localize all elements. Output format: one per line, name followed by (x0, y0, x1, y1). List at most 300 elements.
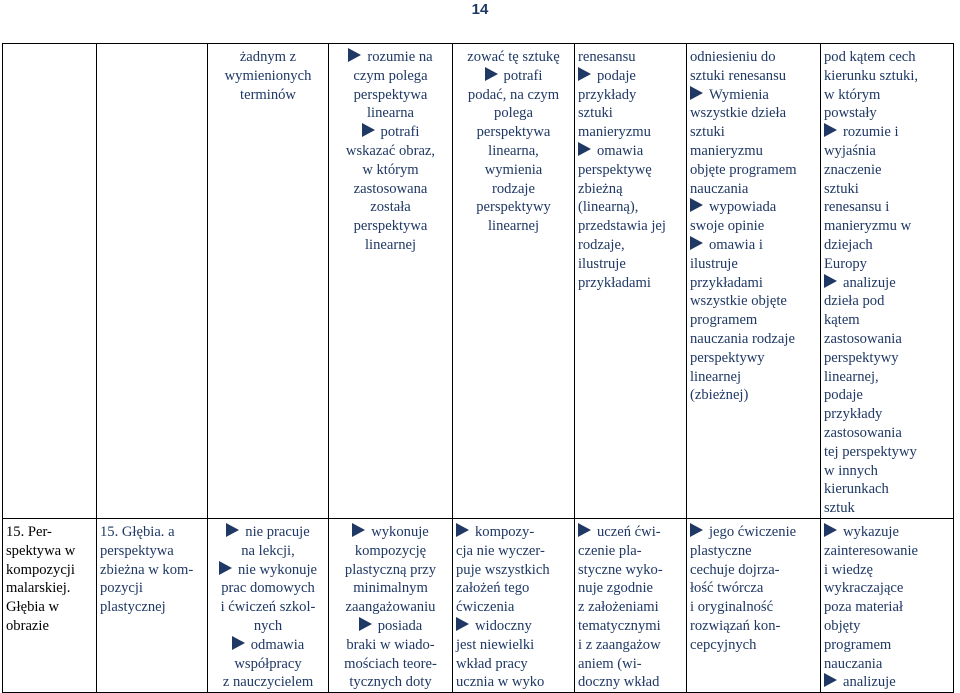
text-line (690, 292, 817, 311)
cell-topic-top (3, 44, 97, 519)
text-line (690, 636, 817, 655)
text-line (578, 579, 683, 598)
triangle-bullet-icon (226, 523, 239, 537)
bullet-item (578, 142, 683, 161)
triangle-bullet-icon (456, 617, 469, 631)
line-text: manieryzmu (578, 124, 651, 141)
triangle-bullet-icon (690, 236, 703, 250)
cell-grade-sufficient-bottom (329, 518, 453, 692)
triangle-bullet-icon (824, 274, 837, 288)
line-text: tej perspektywy (824, 443, 917, 460)
text-line (824, 617, 950, 636)
text-line (6, 542, 93, 561)
bullet-item (824, 274, 950, 293)
bullet-item (690, 236, 817, 255)
bullet-item (824, 523, 950, 542)
line-text: zować tę sztukę (467, 49, 560, 65)
cell-grade-good-bottom (575, 518, 687, 692)
line-text: Wymienia (709, 86, 769, 103)
line-text: podaje (824, 387, 863, 404)
text-line (578, 561, 683, 580)
line-text: cja nie wyczer- (456, 542, 545, 559)
triangle-bullet-icon (578, 523, 591, 537)
text-line (211, 598, 325, 617)
line-text: prac domowych (221, 580, 315, 597)
line-text: odmawia (250, 636, 305, 653)
text-line (824, 255, 950, 274)
line-text: czym polega (353, 67, 428, 84)
text-line (578, 104, 683, 123)
line-text: programem (690, 312, 758, 329)
line-text: rodzaje (492, 180, 535, 197)
text-line (100, 579, 204, 598)
line-text: przykłady (578, 86, 637, 103)
line-text: posiada (377, 617, 423, 634)
text-line (332, 67, 449, 86)
cell-grade-insufficient-bottom (208, 518, 329, 692)
text-line (332, 104, 449, 123)
line-text: nauczania rodzaje (690, 330, 795, 347)
line-text: założeń tego (456, 580, 530, 597)
line-text: minimalnym (353, 580, 428, 597)
text-line (456, 655, 571, 674)
bullet-item (690, 86, 817, 105)
text-line (211, 617, 325, 636)
line-text: objęty (824, 617, 861, 634)
line-text: plastyczne (690, 542, 752, 559)
text-line (690, 123, 817, 142)
text-line (690, 598, 817, 617)
line-text: poza materiał (824, 599, 904, 616)
bullet-item (211, 561, 325, 580)
text-line (690, 48, 817, 67)
text-line (332, 598, 449, 617)
line-text: i ćwiczeń szkol- (220, 599, 316, 616)
bullet-item (690, 198, 817, 217)
text-line (578, 542, 683, 561)
text-line (690, 142, 817, 161)
bullet-item (332, 123, 449, 142)
line-text: tycznych doty (349, 674, 432, 691)
text-line (332, 198, 449, 217)
text-line (690, 617, 817, 636)
text-line (824, 349, 950, 368)
line-text: zainteresowanie (824, 542, 918, 559)
text-line (456, 217, 571, 236)
text-line (690, 330, 817, 349)
text-line (824, 386, 950, 405)
text-line (456, 48, 571, 67)
line-text: odniesieniu do (690, 49, 776, 65)
triangle-bullet-icon (456, 523, 469, 537)
line-text: widoczny (475, 617, 532, 634)
line-text: (zbieżnej) (690, 387, 749, 404)
line-text: dziejach (824, 236, 873, 253)
line-text: tematycznymi (578, 617, 661, 634)
cell-grade-good-top (575, 44, 687, 519)
text-line (6, 617, 93, 636)
line-text: zastosowania (824, 424, 902, 441)
cell-grade-very-good-top (687, 44, 821, 519)
line-text: malarskiej. (6, 580, 71, 597)
line-text: linearnej (690, 368, 742, 385)
line-text: przedstawia jej (578, 218, 666, 235)
text-line (211, 86, 325, 105)
line-text: rozumie na (367, 49, 433, 65)
line-text: 15. Głębia. a (100, 523, 175, 540)
text-line (824, 542, 950, 561)
text-line (824, 236, 950, 255)
text-line (824, 368, 950, 387)
line-text: perspektywy (476, 199, 551, 216)
line-text: analizuje (843, 674, 896, 691)
line-text: swoje opinie (690, 218, 765, 235)
text-line (824, 67, 950, 86)
bullet-item (578, 523, 683, 542)
text-line (578, 636, 683, 655)
text-line (578, 180, 683, 199)
text-line (824, 499, 950, 518)
triangle-bullet-icon (352, 523, 365, 537)
text-line (211, 67, 325, 86)
bullet-item (332, 48, 449, 67)
cell-grade-insufficient-top (208, 44, 329, 519)
text-line (332, 542, 449, 561)
text-line (690, 561, 817, 580)
line-text: zaangażowaniu (345, 599, 436, 616)
triangle-bullet-icon (219, 561, 232, 575)
text-line (456, 198, 571, 217)
cell-grade-fair-top (453, 44, 575, 519)
line-text: polega (494, 105, 533, 122)
line-text: wypowiada (709, 199, 777, 216)
bullet-item (211, 523, 325, 542)
text-line (578, 86, 683, 105)
text-line (578, 198, 683, 217)
text-line (578, 236, 683, 255)
line-text: renesansu (578, 49, 636, 65)
cell-grade-very-good-bottom (687, 518, 821, 692)
line-text: linearna, (488, 142, 539, 159)
table-row-bottom (3, 518, 954, 692)
text-line (824, 48, 950, 67)
bullet-item (824, 123, 950, 142)
triangle-bullet-icon (690, 86, 703, 100)
text-line (824, 405, 950, 424)
text-line (690, 67, 817, 86)
text-line (578, 161, 683, 180)
text-line (6, 561, 93, 580)
triangle-bullet-icon (690, 198, 703, 212)
text-line (690, 542, 817, 561)
text-line (824, 217, 950, 236)
line-text: perspektywa (476, 124, 551, 141)
line-text: linearnej (487, 218, 540, 235)
line-text: programem (824, 636, 892, 653)
text-line (824, 561, 950, 580)
text-line (332, 673, 449, 692)
line-text: perspektywa (100, 542, 174, 559)
line-text: wymienionych (224, 67, 312, 84)
text-line (824, 86, 950, 105)
line-text: linearnej, (824, 368, 879, 385)
line-text: perspektywy (824, 349, 899, 366)
line-text: czenie pla- (578, 542, 642, 559)
text-line (456, 142, 571, 161)
text-line (332, 655, 449, 674)
line-text: kierunkach (824, 481, 889, 498)
text-line (332, 161, 449, 180)
line-text: ucznia w wyko (456, 674, 545, 691)
cell-grade-sufficient-top (329, 44, 453, 519)
text-line (6, 579, 93, 598)
line-text: plastycznej (100, 599, 166, 616)
line-text: łość twórcza (690, 580, 764, 597)
line-text: kompozycję (354, 542, 427, 559)
text-line (332, 561, 449, 580)
text-line (578, 123, 683, 142)
text-line (456, 542, 571, 561)
text-line (100, 523, 204, 542)
text-line (824, 161, 950, 180)
line-text: w którym (362, 161, 419, 178)
text-line (332, 636, 449, 655)
line-text: nuje zgodnie (578, 580, 653, 597)
text-line (578, 598, 683, 617)
line-text: Europy (824, 255, 867, 272)
page-number: 14 (471, 1, 489, 18)
line-text: żadnym z (239, 49, 297, 65)
text-line (824, 330, 950, 349)
text-line (690, 386, 817, 405)
line-text: ilustruje (578, 255, 626, 272)
triangle-bullet-icon (362, 123, 375, 137)
text-line (824, 142, 950, 161)
line-text: manieryzmu (690, 142, 763, 159)
text-line (578, 274, 683, 293)
line-text: zbieżna w kom- (100, 561, 194, 578)
text-line (332, 579, 449, 598)
text-line (456, 86, 571, 105)
text-line (332, 236, 449, 255)
text-line (690, 579, 817, 598)
cell-lesson-bottom (97, 518, 208, 692)
triangle-bullet-icon (824, 523, 837, 537)
line-text: kompozy- (475, 523, 535, 540)
text-line (211, 48, 325, 67)
line-text: objęte programem (690, 161, 797, 178)
line-text: plastyczną przy (344, 561, 437, 578)
text-line (824, 424, 950, 443)
line-text: i wiedzę (824, 561, 874, 578)
text-line (690, 311, 817, 330)
line-text: renesansu i (824, 199, 890, 216)
line-text: omawia i (709, 236, 763, 253)
bullet-item (456, 523, 571, 542)
text-line (824, 180, 950, 199)
text-line (332, 217, 449, 236)
line-text: (linearną), (578, 199, 639, 216)
bullet-item (332, 523, 449, 542)
line-text: 15. Per- (6, 523, 52, 540)
text-line (824, 443, 950, 462)
text-line (690, 161, 817, 180)
bullet-item (690, 523, 817, 542)
text-line (690, 368, 817, 387)
line-text: z nauczycielem (222, 674, 314, 691)
text-line (456, 104, 571, 123)
line-text: jest niewielki (456, 636, 535, 653)
text-line (824, 636, 950, 655)
bullet-item (578, 67, 683, 86)
triangle-bullet-icon (824, 123, 837, 137)
line-text: perspektywę (578, 161, 652, 178)
line-text: kierunku sztuki, (824, 67, 919, 84)
line-text: rozwiązań kon- (690, 617, 781, 634)
line-text: powstały (824, 105, 877, 122)
text-line (824, 311, 950, 330)
line-text: z założeniami (578, 599, 659, 616)
line-text: kompozycji (6, 561, 75, 578)
text-line (456, 161, 571, 180)
line-text: wyjaśnia (824, 142, 876, 159)
line-text: rodzaje, (578, 236, 625, 253)
text-line (690, 104, 817, 123)
text-line (456, 579, 571, 598)
cell-grade-excellent-bottom (821, 518, 954, 692)
text-line (578, 673, 683, 692)
line-text: przykładami (690, 274, 763, 291)
text-line (456, 180, 571, 199)
cell-grade-excellent-top (821, 44, 954, 519)
text-line (578, 617, 683, 636)
triangle-bullet-icon (690, 523, 703, 537)
line-text: wskazać obraz, (345, 142, 436, 159)
line-text: braki w wiado- (346, 636, 435, 653)
text-line (578, 255, 683, 274)
text-line (824, 292, 950, 311)
line-text: uczeń ćwi- (597, 523, 661, 540)
text-line (332, 142, 449, 161)
line-text: nauczania (690, 180, 749, 197)
line-text: omawia (597, 142, 644, 159)
text-line (824, 579, 950, 598)
cell-lesson-top (97, 44, 208, 519)
bullet-item (456, 617, 571, 636)
line-text: podać, na czym (467, 86, 560, 103)
table-row-top (3, 44, 954, 519)
line-text: zbieżną (578, 180, 623, 197)
line-text: obrazie (6, 617, 49, 634)
line-text: wykonuje (371, 523, 429, 540)
line-text: cepcyjnych (690, 636, 757, 653)
text-line (6, 523, 93, 542)
text-line (578, 217, 683, 236)
line-text: przykładami (578, 274, 651, 291)
line-text: aniem (wi- (578, 655, 642, 672)
line-text: ćwiczenia (456, 599, 515, 616)
text-line (211, 655, 325, 674)
line-text: wymienia (484, 161, 543, 178)
line-text: i z zaangażow (578, 636, 661, 653)
line-text: została (370, 199, 411, 216)
line-text: ilustruje (690, 255, 738, 272)
text-line (824, 198, 950, 217)
text-line (456, 636, 571, 655)
triangle-bullet-icon (824, 673, 837, 687)
text-line (690, 217, 817, 236)
text-line (6, 598, 93, 617)
triangle-bullet-icon (359, 617, 372, 631)
line-text: w innych (824, 462, 878, 479)
line-text: znaczenie (824, 161, 882, 178)
line-text: sztuki renesansu (690, 67, 787, 84)
text-line (211, 579, 325, 598)
text-line (824, 480, 950, 499)
line-text: mościach teore- (344, 655, 437, 672)
line-text: zastosowania (824, 330, 902, 347)
text-line (690, 255, 817, 274)
line-text: perspektywy (690, 349, 765, 366)
line-text: kątem (824, 312, 860, 329)
text-line (690, 349, 817, 368)
bullet-item (211, 636, 325, 655)
line-text: linearnej (364, 236, 417, 253)
text-line (690, 180, 817, 199)
line-text: manieryzmu w (824, 218, 912, 235)
line-text: potrafi (380, 124, 420, 141)
line-text: sztuki (690, 124, 725, 141)
line-text: perspektywa (353, 218, 428, 235)
line-text: Głębia w (6, 599, 60, 616)
triangle-bullet-icon (578, 67, 591, 81)
bullet-item (332, 617, 449, 636)
triangle-bullet-icon (578, 142, 591, 156)
text-line (456, 673, 571, 692)
line-text: perspektywa (353, 86, 428, 103)
text-line (100, 598, 204, 617)
cell-topic-bottom (3, 518, 97, 692)
line-text: współpracy (234, 655, 302, 672)
text-line (211, 673, 325, 692)
line-text: pozycji (100, 580, 143, 597)
line-text: wkład pracy (456, 655, 528, 672)
bullet-item (824, 673, 950, 692)
line-text: w którym (824, 86, 881, 103)
line-text: nych (253, 617, 283, 634)
text-line (332, 86, 449, 105)
line-text: przykłady (824, 406, 883, 423)
line-text: nie wykonuje (237, 561, 318, 578)
line-text: na lekcji, (241, 542, 295, 559)
triangle-bullet-icon (348, 48, 361, 62)
cell-grade-fair-bottom (453, 518, 575, 692)
text-line (690, 274, 817, 293)
text-line (824, 598, 950, 617)
line-text: potrafi (503, 67, 543, 84)
line-text: pod kątem cech (824, 49, 916, 65)
line-text: styczne wyko- (578, 561, 663, 578)
line-text: wszystkie dzieła (690, 105, 787, 122)
text-line (456, 598, 571, 617)
text-line (211, 542, 325, 561)
triangle-bullet-icon (232, 636, 245, 650)
line-text: cechuje dojrza- (690, 561, 780, 578)
bullet-item (456, 67, 571, 86)
line-text: wykraczające (824, 580, 904, 597)
line-text: sztuki (578, 105, 613, 122)
line-text: nauczania (824, 655, 883, 672)
